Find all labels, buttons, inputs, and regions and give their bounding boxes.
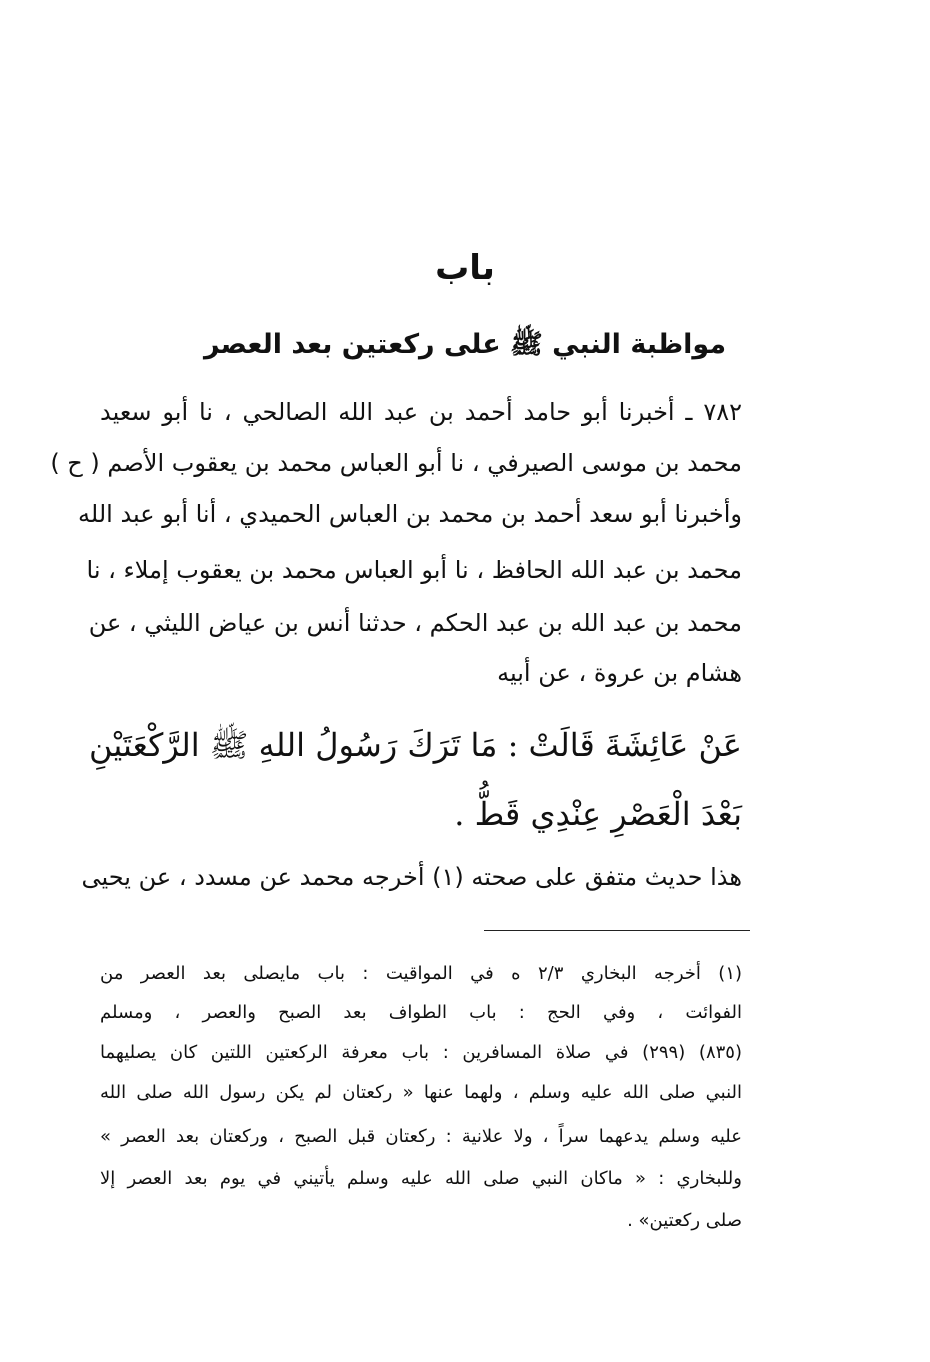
footnote-line: وللبخاري : « ماكان النبي صلى الله عليه وسلم يأتيني في يوم بعد العصر إلا (100, 1168, 742, 1189)
matn-line: عَنْ عَائِشَةَ قَالَتْ : مَا تَرَكَ رَسُولُ اللهِ ﷺ الرَّكْعَتَيْنِ (88, 726, 742, 764)
chapter-heading: باب (435, 248, 495, 288)
takhrij-line: هذا حديث متفق على صحته (١) أخرجه محمد عن مسدد ، عن يحيى (81, 863, 742, 891)
footnote-line: النبي صلى الله عليه وسلم ، ولهما عنها « ركعتان لم يكن رسول الله صلى الله (100, 1082, 742, 1103)
isnad-line: محمد بن عبد الله بن عبد الحكم ، حدثنا أنس بن عياض الليثي ، عن (88, 609, 742, 637)
matn-line: بَعْدَ الْعَصْرِ عِنْدِي قَطُّ . (454, 795, 742, 833)
footnote-line: عليه وسلم يدعهما سراً ، ولا علانية : ركعتان قبل الصبح ، وركعتان بعد العصر » (100, 1126, 742, 1147)
isnad-line: ٧٨٢ ـ أخبرنا أبو حامد أحمد بن عبد الله الصالحي ، نا أبو سعيد (100, 398, 742, 426)
isnad-line: هشام بن عروة ، عن أبيه (497, 659, 742, 687)
isnad-line: محمد بن موسى الصيرفي ، نا أبو العباس محمد بن يعقوب الأصم ( ح ) (50, 449, 742, 477)
footnote-line: (١) أخرجه البخاري ٢/٣ ه في المواقيت : باب مايصلى بعد العصر من (100, 963, 743, 984)
isnad-line: وأخبرنا أبو سعد أحمد بن محمد بن العباس الحميدي ، أنا أبو عبد الله (78, 500, 742, 528)
isnad-line: محمد بن عبد الله الحافظ ، نا أبو العباس محمد بن يعقوب إملاء ، نا (86, 556, 742, 584)
footnote-divider (484, 930, 750, 931)
footnote-line: صلى ركعتين» . (627, 1210, 742, 1231)
section-title: مواظبة النبي ﷺ على ركعتين بعد العصر (203, 329, 727, 360)
footnote-line: الفوائت ، وفي الحج : باب الطواف بعد الصبح والعصر ، ومسلم (100, 1002, 742, 1023)
footnote-line: (٨٣٥) (٢٩٩) في صلاة المسافرين : باب معرفة الركعتين اللتين كان يصليهما (100, 1042, 742, 1063)
